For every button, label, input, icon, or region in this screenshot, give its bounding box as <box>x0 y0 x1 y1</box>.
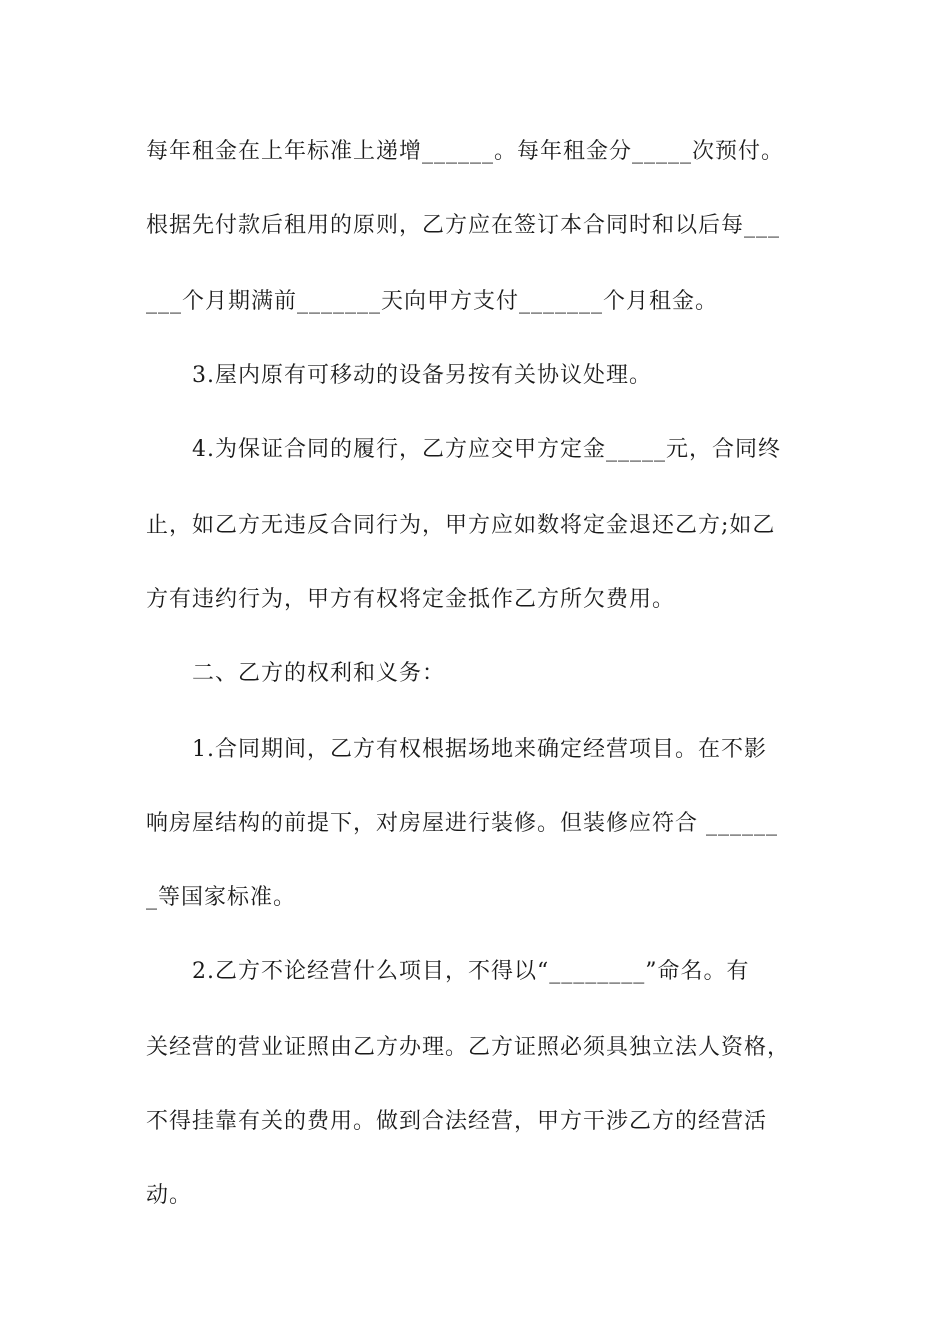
paragraph-line: 方有违约行为，甲方有权将定金抵作乙方所欠费用。 <box>146 587 676 612</box>
paragraph-line: 动。 <box>146 1183 193 1208</box>
paragraph-line: 2.乙方不论经营什么项目，不得以“________”命名。有 <box>192 959 750 984</box>
paragraph-line: 止，如乙方无违反合同行为，甲方应如数将定金退还乙方;如乙 <box>146 513 776 538</box>
paragraph-line: 根据先付款后租用的原则，乙方应在签订本合同时和以后每___ <box>146 213 781 238</box>
paragraph-line: 关经营的营业证照由乙方办理。乙方证照必须具独立法人资格， <box>146 1035 791 1060</box>
paragraph-line: ___个月期满前_______天向甲方支付_______个月租金。 <box>146 289 719 314</box>
section-heading: 二、乙方的权利和义务： <box>192 661 446 686</box>
paragraph-line: 1.合同期间，乙方有权根据场地来确定经营项目。在不影 <box>192 737 767 762</box>
paragraph-line: _等国家标准。 <box>146 885 297 910</box>
paragraph-line: 每年租金在上年标准上递增______。每年租金分_____次预付。 <box>146 139 785 164</box>
paragraph-line: 响房屋结构的前提下，对房屋进行装修。但装修应符合 ______ <box>146 811 778 836</box>
paragraph-line: 3.屋内原有可移动的设备另按有关协议处理。 <box>192 363 652 388</box>
paragraph-line: 4.为保证合同的履行，乙方应交甲方定金_____元，合同终 <box>192 437 781 462</box>
paragraph-line: 不得挂靠有关的费用。做到合法经营，甲方干涉乙方的经营活 <box>146 1109 768 1134</box>
